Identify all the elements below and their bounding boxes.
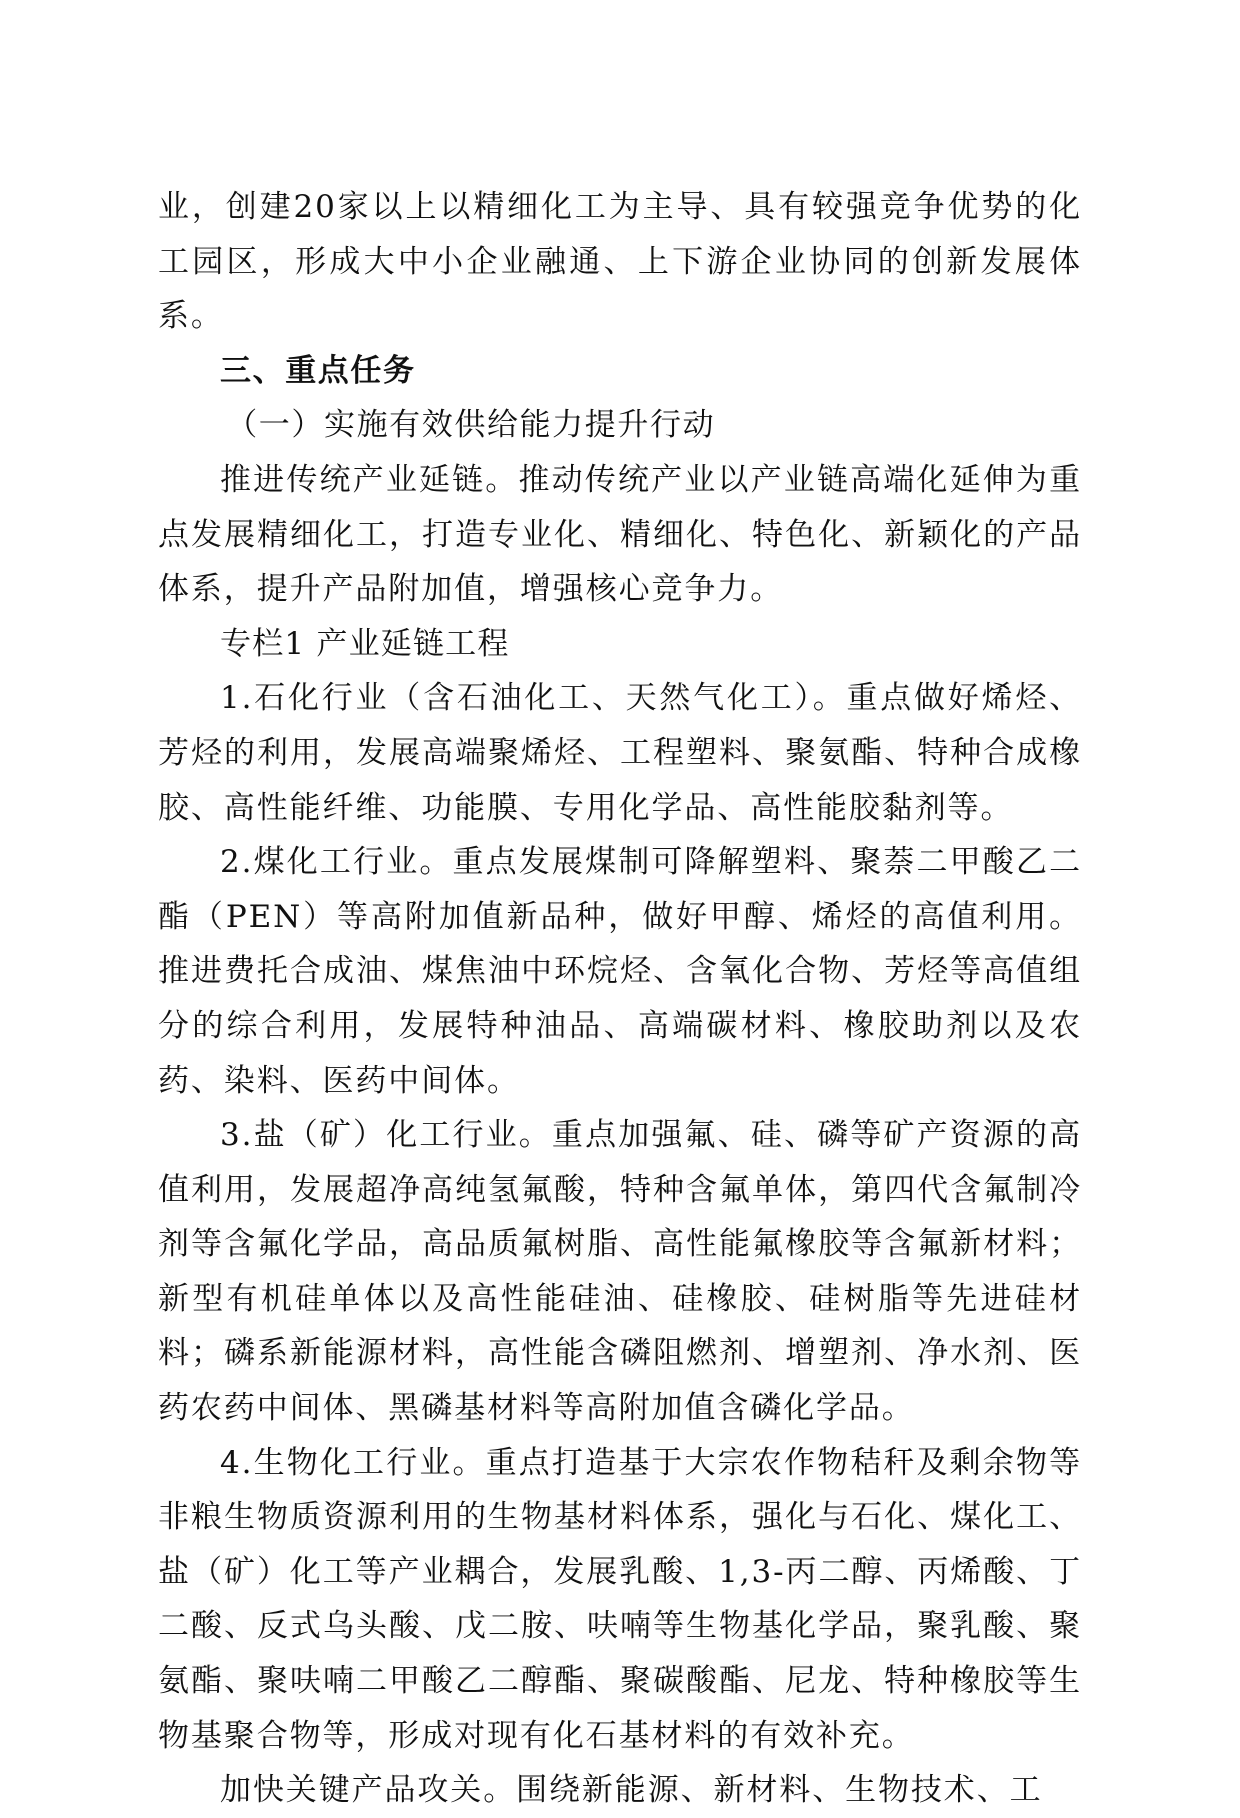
body-paragraph-final: 加快关键产品攻关。围绕新能源、新材料、生物技术、工 — [220, 1772, 1043, 1809]
body-paragraph: 推进传统产业延链。推动传统产业以产业链高端化延伸为重点发展精细化工，打造专业化、精细化、特色化、新颖化的产品体系，提升产品附加值，增强核心竞争力。 — [158, 461, 1082, 608]
column-item-2: 2.煤化工行业。重点发展煤制可降解塑料、聚萘二甲酸乙二酯（PEN）等高附加值新品种，做好甲醇、烯烃的高值利用。推进费托合成油、煤焦油中环烷烃、含氧化合物、芳烃等高值组分的综合利用，发展特种油品、高端碳材料、橡胶助剂以及农药、染料、医药中间体。 — [158, 844, 1082, 1099]
section-heading: 三、重点任务 — [220, 352, 416, 389]
column-item-1: 1.石化行业（含石油化工、天然气化工）。重点做好烯烃、芳烃的利用，发展高端聚烯烃、工程塑料、聚氨酯、特种合成橡胶、高性能纤维、功能膜、专用化学品、高性能胶黏剂等。 — [158, 680, 1082, 826]
column-title: 专栏1 产业延链工程 — [220, 625, 510, 662]
document-page — [158, 180, 1082, 1818]
continuation-paragraph: 业，创建20家以上以精细化工为主导、具有较强竞争优势的化工园区，形成大中小企业融通、上下游企业协同的创新发展体系。 — [158, 189, 1082, 335]
column-item-4: 4.生物化工行业。重点打造基于大宗农作物秸秆及剩余物等非粮生物质资源利用的生物基材料体系，强化与石化、煤化工、盐（矿）化工等产业耦合，发展乳酸、1,3-丙二醇、丙烯酸、丁二酸、反式乌头酸、戊二胺、呋喃等生物基化学品，聚乳酸、聚氨酯、聚呋喃二甲酸乙二醇酯、聚碳酸酯、尼龙、特种橡胶等生物基聚合物等，形成对现有化石基材料的有效补充。 — [158, 1444, 1082, 1754]
subsection-heading: （一）实施有效供给能力提升行动 — [226, 407, 716, 444]
column-item-3: 3.盐（矿）化工行业。重点加强氟、硅、磷等矿产资源的高值利用，发展超净高纯氢氟酸，特种含氟单体，第四代含氟制冷剂等含氟化学品，高品质氟树脂、高性能氟橡胶等含氟新材料；新型有机硅单体以及高性能硅油、硅橡胶、硅树脂等先进硅材料；磷系新能源材料，高性能含磷阻燃剂、增塑剂、净水剂、医药农药中间体、黑磷基材料等高附加值含磷化学品。 — [158, 1117, 1082, 1427]
